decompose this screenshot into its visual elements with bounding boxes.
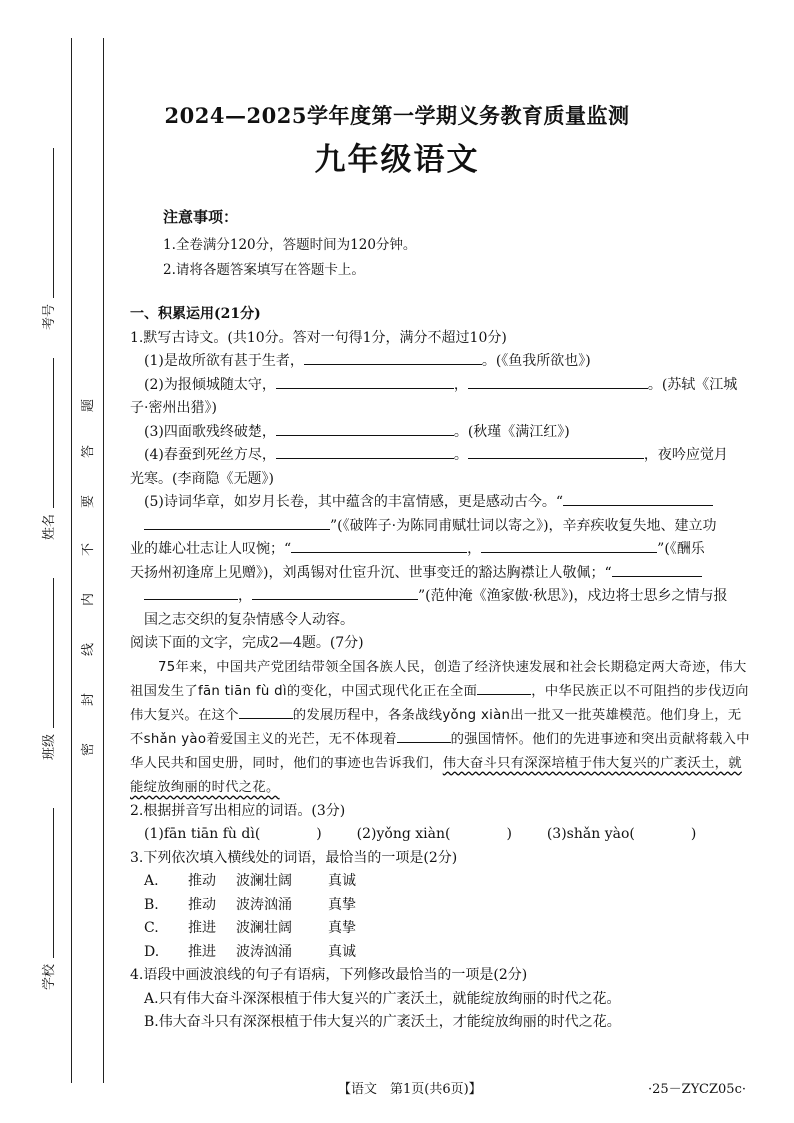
name-label: 姓名 [42, 513, 57, 540]
q2-stem: 2.根据拼音写出相应的词语。(3分) [130, 802, 346, 819]
page-number: 【语文 第1页(共6页)】 [338, 1082, 482, 1097]
q4-option-a[interactable]: A.只有伟大奋斗深深根植于伟大复兴的广袤沃土，就能绽放绚丽的时代之花。 [144, 990, 621, 1007]
seal-char: 封 [81, 692, 97, 707]
section-heading: 一、积累运用(21分) [130, 306, 261, 322]
q3-option-b[interactable]: B. 推动 波涛汹涌 真挚 [144, 896, 356, 913]
answer-blank[interactable] [468, 374, 648, 389]
passage-blank-3[interactable] [397, 728, 451, 743]
answer-blank[interactable] [291, 538, 467, 553]
answer-blank[interactable] [144, 515, 330, 530]
seal-char: 密 [81, 742, 97, 757]
reading-passage: 75年来，中国共产党团结带领全国各族人民，创造了经济快速发展和社会长期稳定两大奇迹，伟大祖国发生了fān tiān fù dì的变化，中国式现代化正在全面 ，中华民族正以不可阻挡的步伐迈向伟大复兴。在这个 的发展历程中，各条战线yǒng xiàn出一批又一批英雄模范。他们身上，无不shǎn yào着爱国主义的光芒，无不体现着 的强国情怀。他们的先进事迹和突出贡献将载入中华人民共和国史册，同时，他们的事迹也告诉我们，伟大奋斗只有深深培植于伟大复兴的广袤沃土，就能绽放绚丽的时代之花。 [130, 659, 750, 795]
q2-pinyin-row: (1)fān tiān fù dì( ) (2)yǒng xiàn( ) (3)shǎn yào( ) [144, 826, 697, 842]
seal-char: 不 [81, 542, 97, 557]
answer-blank[interactable] [252, 585, 418, 600]
q1-item-4: (4)春蚕到死丝方尽， 。 ，夜吟应觉月 [130, 444, 755, 468]
q1-stem: 1.默写古诗文。(共10分。答对一句得1分，满分不超过10分) [130, 329, 507, 346]
q1-item-1: (1)是故所欲有甚于生者， 。(《鱼我所欲也》) [130, 350, 755, 374]
answer-blank[interactable] [276, 421, 454, 436]
school-line[interactable] [41, 808, 54, 958]
q1-item-5: (5)诗词华章，如岁月长卷，其中蕴含的丰富情感，更是感动古今。“ [130, 491, 755, 515]
seal-char: 题 [81, 398, 97, 413]
answer-blank[interactable] [481, 538, 657, 553]
class-label: 班级 [42, 733, 57, 760]
notice-item: 1.全卷满分120分，答题时间为120分钟。 [163, 237, 417, 253]
q1-item-5-line6: 国之志交织的复杂情感令人动容。 [144, 611, 354, 628]
subject-title: 九年级语文 [314, 142, 480, 178]
answer-blank[interactable] [276, 444, 454, 459]
seal-char: 要 [81, 494, 97, 509]
passage-blank-1[interactable] [477, 680, 531, 695]
q1-item-2: (2)为报倾城随太守， ， 。(苏轼《江城 [130, 374, 755, 398]
passage-blank-2[interactable] [239, 704, 293, 719]
notice-item: 2.请将各题答案填写在答题卡上。 [163, 262, 365, 278]
reading-intro: 阅读下面的文字，完成2—4题。(7分) [130, 635, 364, 651]
paper-code: ·25－ZYCZ05c· [648, 1082, 746, 1097]
exam-no-label: 考号 [42, 303, 57, 330]
binding-line-inner [103, 38, 104, 1083]
q4-stem: 4.语段中画波浪线的句子有语病，下列修改最恰当的一项是(2分) [130, 967, 528, 983]
q1-item-4-cont: 光寒。(李商隐《无题》) [130, 470, 274, 487]
q1-item-5-line2: ”(《破阵子·为陈同甫赋壮词以寄之》)，辛弃疾收复失地、建立功 [130, 515, 755, 539]
class-field[interactable] [38, 578, 57, 760]
q1-item-5-line5: ， ”(范仲淹《渔家傲·秋思》)，戍边将士思乡之情与报 [130, 585, 755, 609]
exam-title: 2024—2025学年度第一学期义务教育质量监测 [164, 103, 630, 128]
q1-item-3: (3)四面歌残终破楚， 。(秋瑾《满江红》) [130, 421, 755, 445]
question-body [130, 303, 755, 1035]
answer-blank[interactable] [276, 374, 454, 389]
name-line[interactable] [41, 358, 54, 508]
seal-char: 内 [81, 592, 97, 607]
q4-option-b[interactable]: B.伟大奋斗只有深深根植于伟大复兴的广袤沃土，才能绽放绚丽的时代之花。 [144, 1014, 621, 1030]
answer-blank[interactable] [468, 444, 644, 459]
q1-item-2-cont: 子·密州出猎》) [130, 400, 217, 416]
wavy-underlined-sentence: 伟大奋斗只有深深培植于伟大复兴的广袤沃土，就能绽放绚丽的时代之花。 [130, 755, 742, 795]
name-field[interactable] [38, 358, 57, 540]
q1-item-5-line3: 业的雄心壮志让人叹惋；“ ， ”(《酬乐 [130, 538, 755, 562]
q3-option-d[interactable]: D. 推进 波涛汹涌 真诚 [144, 943, 356, 960]
answer-blank[interactable] [563, 491, 713, 506]
school-field[interactable] [38, 808, 57, 990]
seal-char: 线 [81, 642, 97, 657]
binding-line-outer [71, 38, 72, 1083]
school-label: 学校 [42, 963, 57, 990]
answer-blank[interactable] [304, 350, 482, 365]
notice-heading: 注意事项： [163, 208, 239, 226]
class-line[interactable] [41, 578, 54, 728]
q3-stem: 3.下列依次填入横线处的词语，最恰当的一项是(2分) [130, 849, 458, 866]
q3-option-c[interactable]: C. 推进 波澜壮阔 真挚 [144, 920, 356, 936]
q1-item-5-line4: 天扬州初逢席上见赠》)，刘禹锡对仕宦升沉、世事变迁的豁达胸襟让人敬佩；“ [130, 562, 755, 586]
answer-blank[interactable] [144, 585, 238, 600]
q3-option-a[interactable]: A. 推动 波澜壮阔 真诚 [144, 873, 356, 889]
answer-blank[interactable] [612, 562, 702, 577]
seal-char: 答 [81, 444, 97, 459]
